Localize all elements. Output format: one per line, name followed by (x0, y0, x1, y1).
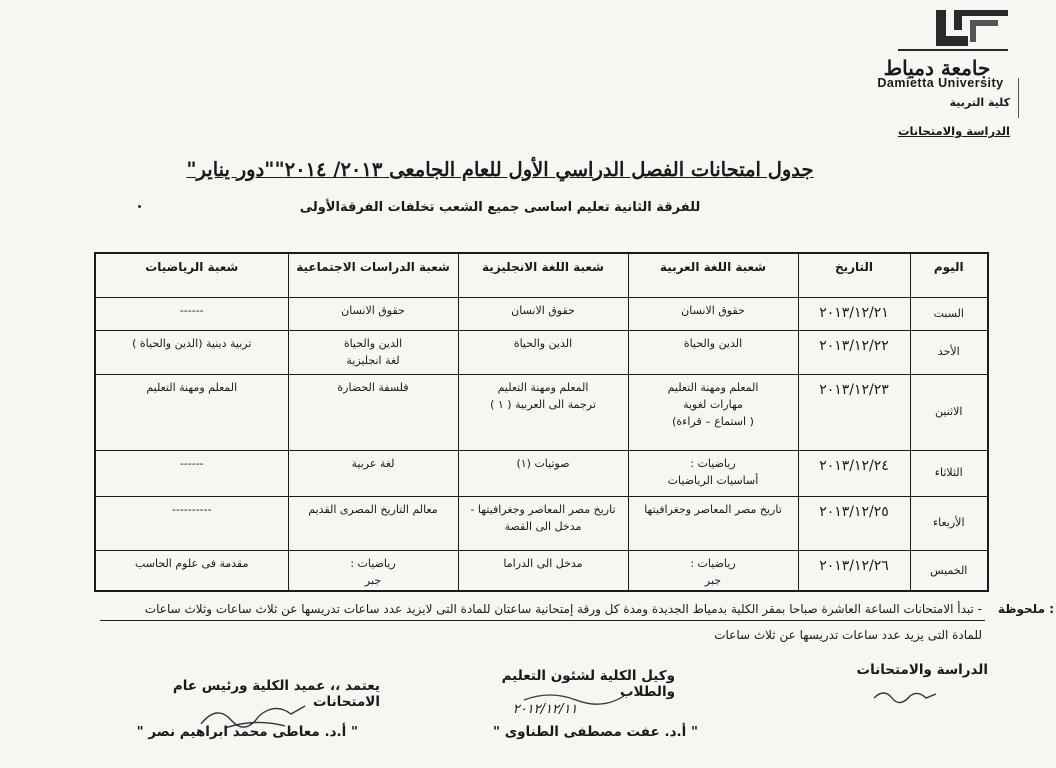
math-cell: ------ (95, 450, 288, 496)
document-title: جدول امتحانات الفصل الدراسي الأول للعام الجامعى ٢٠١٣/ ٢٠١٤""دور يناير" (186, 158, 814, 181)
signature-dean-name: " أ.د. معاطى محمد ابراهيم نصر " (136, 724, 358, 740)
day-cell: الأحد (910, 330, 988, 374)
date-cell: ٢٠١٣/١٢/٢٢ (798, 330, 910, 374)
exam-schedule-table (94, 252, 989, 592)
math-cell: مقدمة فى علوم الحاسب (95, 550, 288, 591)
arabic-cell: حقوق الانسان (628, 297, 798, 330)
date-cell: ٢٠١٣/١٢/٢٤ (798, 450, 910, 496)
table-row (95, 496, 988, 550)
english-cell: مدخل الى الدراما (458, 550, 628, 591)
header-date: التاريخ (798, 253, 910, 297)
note-underline (100, 620, 985, 621)
university-name-arabic: جامعة دمياط (883, 56, 991, 80)
date-cell: ٢٠١٣/١٢/٢١ (798, 297, 910, 330)
university-name-english: Damietta University (877, 76, 1004, 90)
table-header-row (95, 253, 988, 297)
document-subtitle: للفرقة الثانية تعليم اساسى جميع الشعب تخلفات الفرقةالأولى (299, 200, 701, 215)
social-cell: فلسفة الحضارة (288, 374, 458, 450)
stray-dot (138, 205, 141, 208)
header-day: اليوم (910, 253, 988, 297)
math-cell: ---------- (95, 496, 288, 550)
signature-scribble (870, 684, 940, 706)
arabic-cell: المعلم ومهنة التعليم مهارات لغوية ( استماع – قراءة) (628, 374, 798, 450)
english-cell: صوتيات (١) (458, 450, 628, 496)
arabic-cell: رياضيات : أساسيات الرياضيات (628, 450, 798, 496)
table-row (95, 550, 988, 591)
day-cell: السبت (910, 297, 988, 330)
faculty-name: كلية التربية (949, 96, 1010, 109)
day-cell: الثلاثاء (910, 450, 988, 496)
math-cell: ------ (95, 297, 288, 330)
note-text-line2: للمادة التى يزيد عدد ساعات تدريسها عن ثلاث ساعات (714, 628, 982, 642)
day-cell: الاثنين (910, 374, 988, 450)
arabic-cell: الدين والحياة (628, 330, 798, 374)
signature-vice-dean-title: وكيل الكلية لشئون التعليم والطلاب (501, 668, 675, 700)
social-cell: لغة عربية (288, 450, 458, 496)
social-cell: معالم التاريخ المصرى القديم (288, 496, 458, 550)
day-cell: الأربعاء (910, 496, 988, 550)
table-row (95, 450, 988, 496)
english-cell: المعلم ومهنة التعليم ترجمة الى العربية ( ١ ) (458, 374, 628, 450)
day-cell: الخميس (910, 550, 988, 591)
table-row (95, 374, 988, 450)
arabic-cell: تاريخ مصر المعاصر وجغرافيتها (628, 496, 798, 550)
signature-dean-title: يعتمد ،، عميد الكلية ورئيس عام الامتحانات (172, 678, 380, 710)
note-label: ملحوظة : (997, 602, 1054, 616)
date-cell: ٢٠١٣/١٢/٢٥ (798, 496, 910, 550)
table-row (95, 297, 988, 330)
header-social: شعبة الدراسات الاجتماعية (288, 253, 458, 297)
social-cell: رياضيات : جبر (288, 550, 458, 591)
department-name: الدراسة والامتحانات (897, 124, 1010, 138)
social-cell: الدين والحياة لغة انجليزية (288, 330, 458, 374)
math-cell: تربية دينية (الدين والحياة ) (95, 330, 288, 374)
date-cell: ٢٠١٣/١٢/٢٣ (798, 374, 910, 450)
signature-vice-dean-name: " أ.د. عفت مصطفى الطناوى " (493, 724, 698, 740)
english-cell: حقوق الانسان (458, 297, 628, 330)
arabic-cell: رياضيات : جبر (628, 550, 798, 591)
social-cell: حقوق الانسان (288, 297, 458, 330)
signature-date: ٢٠١٢/١٢/١١ (512, 702, 578, 717)
header-math: شعبة الرياضيات (95, 253, 288, 297)
note-text-line1: - تبدأ الامتحانات الساعة العاشرة صباحا بمقر الكلية بدمياط الجديدة ومدة كل ورقة إمتحانية ساعتان للمادة التى لايزيد عدد ساعات تدريسها عن ثلاث ساعات وثلاث ساعات (144, 602, 982, 616)
english-cell: الدين والحياة (458, 330, 628, 374)
header-arabic: شعبة اللغة العربية (628, 253, 798, 297)
signature-exams-title: الدراسة والامتحانات (856, 662, 988, 678)
margin-line (1018, 78, 1019, 118)
header-english: شعبة اللغة الانجليزية (458, 253, 628, 297)
date-cell: ٢٠١٣/١٢/٢٦ (798, 550, 910, 591)
table-row (95, 330, 988, 374)
english-cell: تاريخ مصر المعاصر وجغرافيتها - مدخل الى القصة (458, 496, 628, 550)
math-cell: المعلم ومهنة التعليم (95, 374, 288, 450)
